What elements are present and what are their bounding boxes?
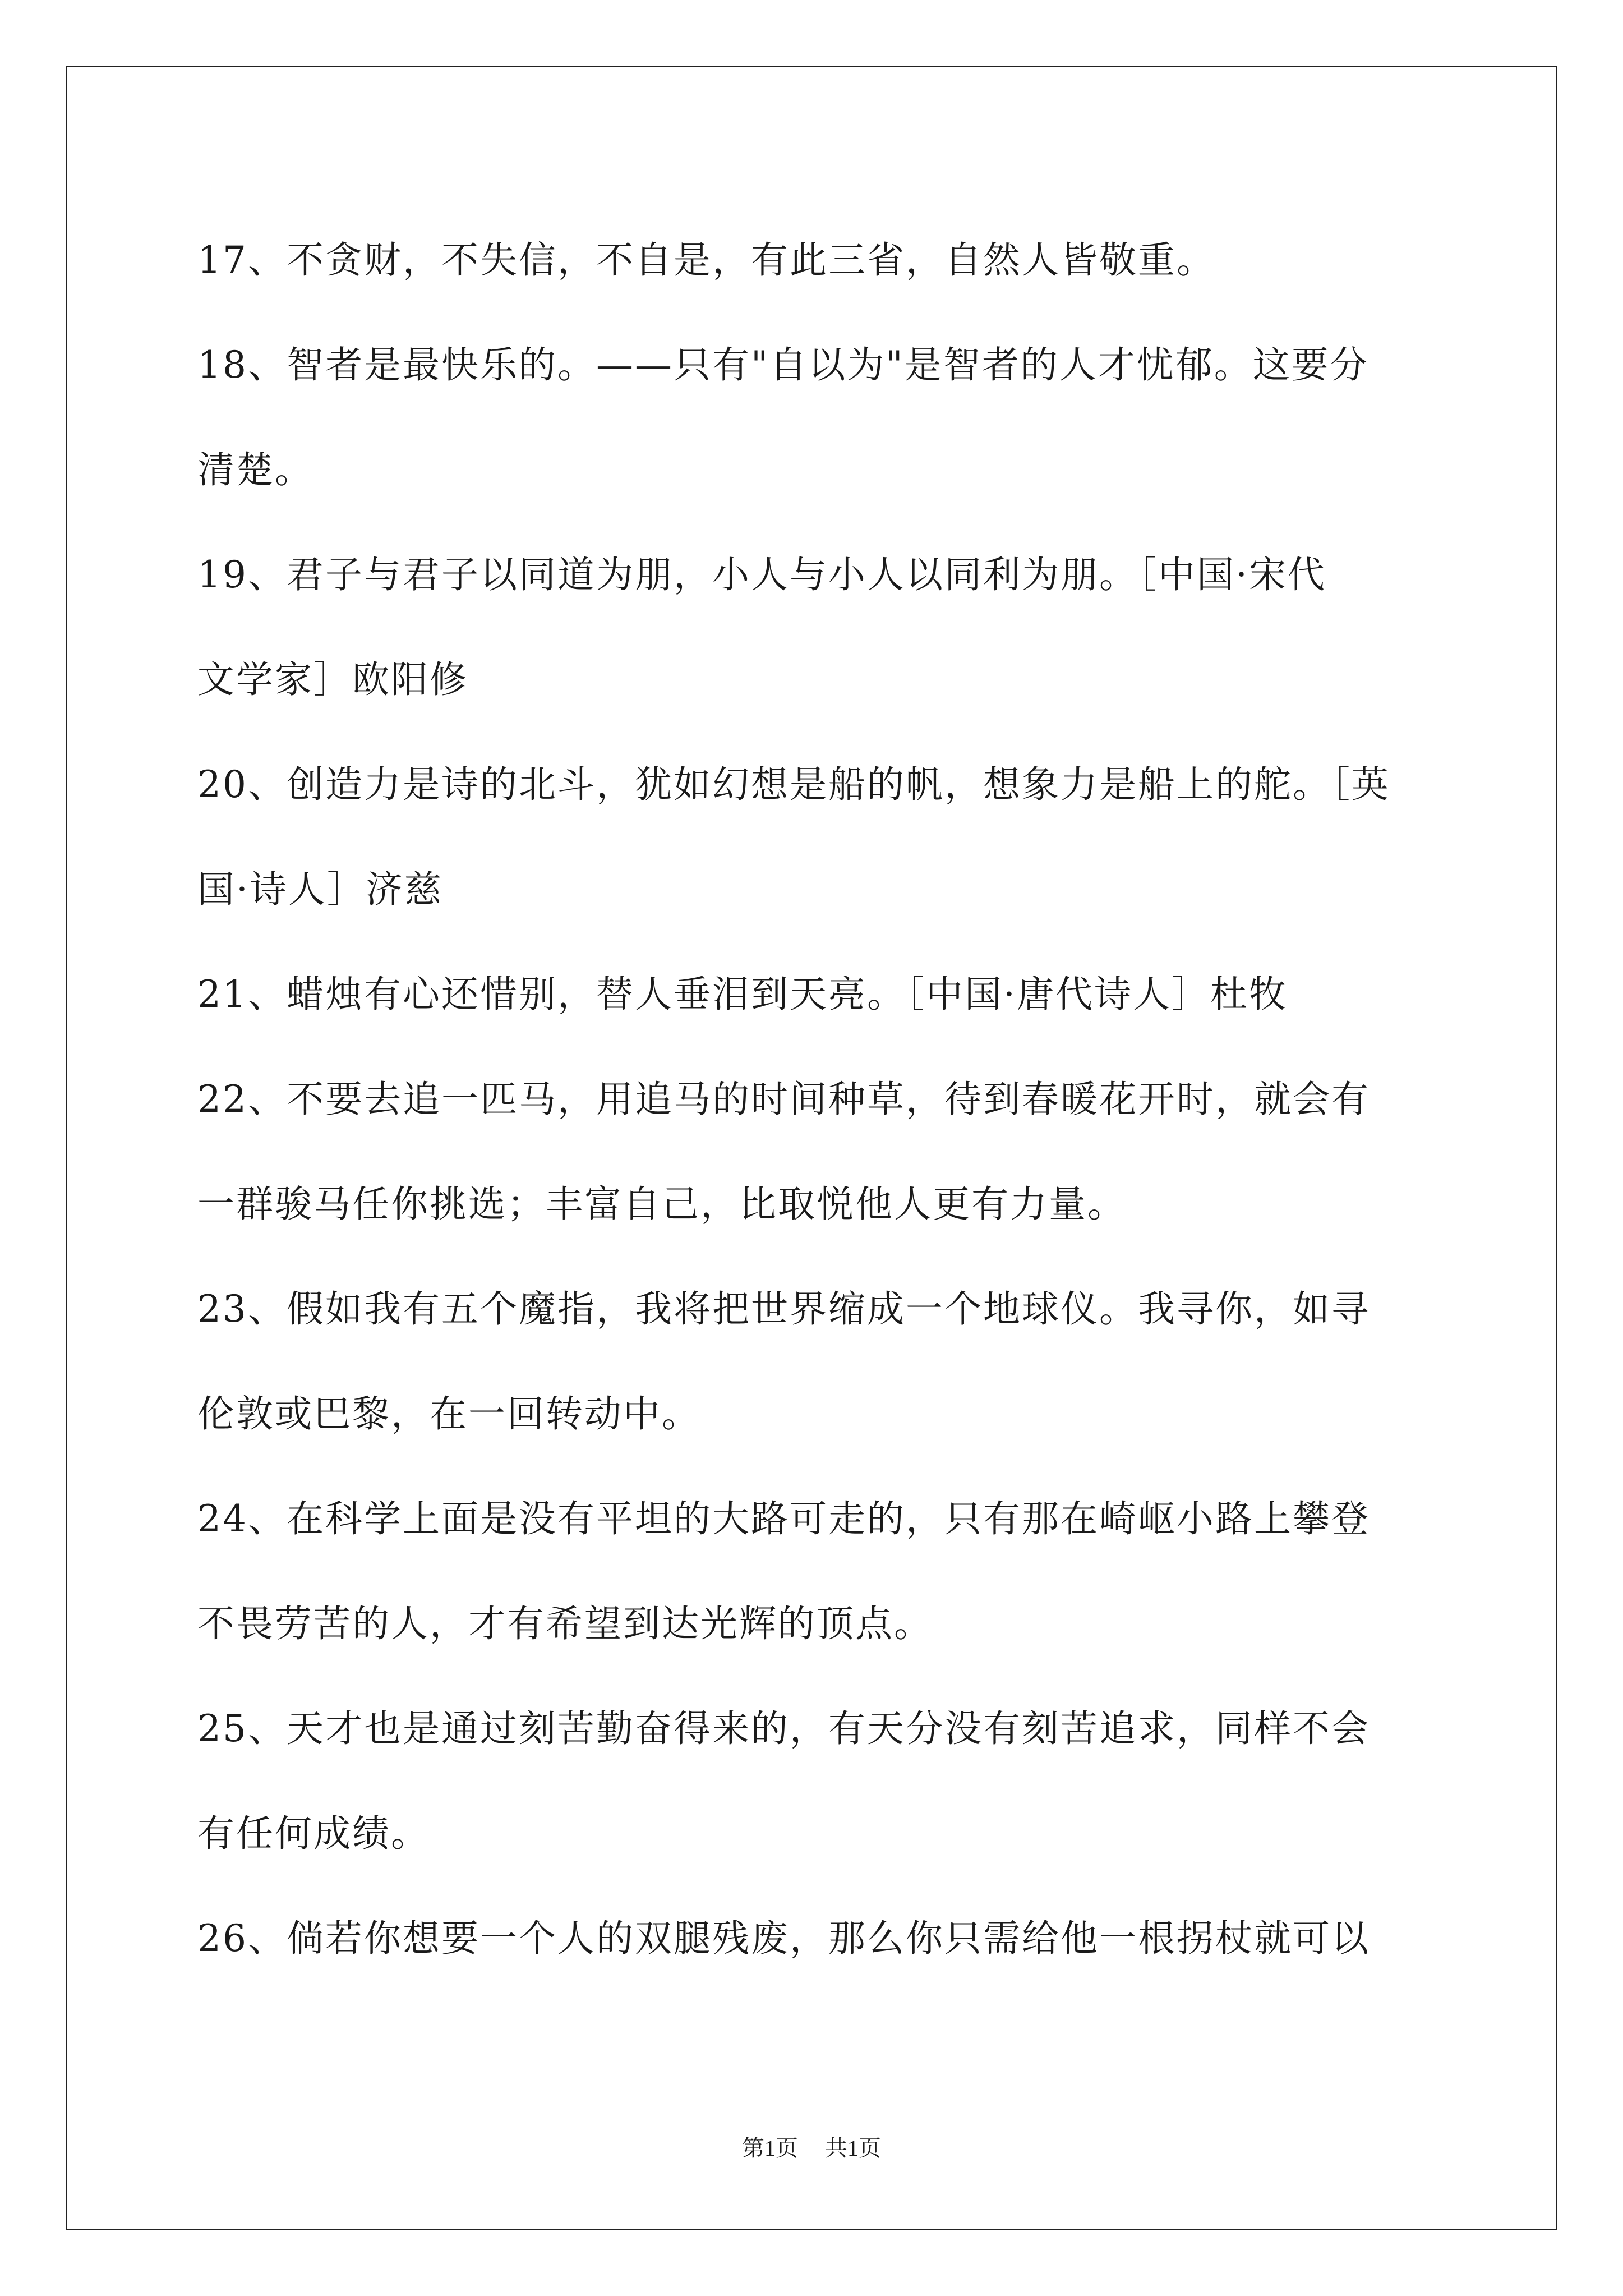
text-line: 有任何成绩。 xyxy=(197,1812,430,1855)
document-body xyxy=(197,208,1431,1991)
text-line: 24、在科学上面是没有平坦的大路可走的，只有那在崎岖小路上攀登 xyxy=(197,1497,1370,1540)
text-line: 伦敦或巴黎，在一回转动中。 xyxy=(197,1392,700,1435)
text-line: 不畏劳苦的人，才有希望到达光辉的顶点。 xyxy=(197,1602,933,1645)
text-line: 清楚。 xyxy=(197,448,313,491)
text-line: 20、创造力是诗的北斗，犹如幻想是船的帆，想象力是船上的舵。［英 xyxy=(197,763,1390,806)
page-total: 共1页 xyxy=(825,2136,881,2161)
text-line: 一群骏马任你挑选；丰富自己，比取悦他人更有力量。 xyxy=(197,1182,1126,1226)
text-line: 18、智者是最快乐的。——只有"自以为"是智者的人才忧郁。这要分 xyxy=(197,343,1369,386)
page-footer xyxy=(0,2132,1623,2165)
text-line: 国·诗人］济慈 xyxy=(197,868,443,911)
page-number: 第1页 xyxy=(742,2136,798,2161)
text-line: 25、天才也是通过刻苦勤奋得来的，有天分没有刻苦追求，同样不会 xyxy=(197,1707,1370,1750)
text-line: 22、不要去追一匹马，用追马的时间种草，待到春暖花开时，就会有 xyxy=(197,1078,1370,1121)
text-line: 19、君子与君子以同道为朋，小人与小人以同利为朋。［中国·宋代 xyxy=(197,553,1326,596)
text-line: 21、蜡烛有心还惜别，替人垂泪到天亮。［中国·唐代诗人］杜牧 xyxy=(197,973,1288,1016)
text-line: 23、假如我有五个魔指，我将把世界缩成一个地球仪。我寻你，如寻 xyxy=(197,1287,1370,1331)
text-line: 26、倘若你想要一个人的双腿残废，那么你只需给他一根拐杖就可以 xyxy=(197,1917,1370,1960)
text-line: 文学家］欧阳修 xyxy=(197,658,468,701)
text-line: 17、不贪财，不失信，不自是，有此三省，自然人皆敬重。 xyxy=(197,238,1215,282)
